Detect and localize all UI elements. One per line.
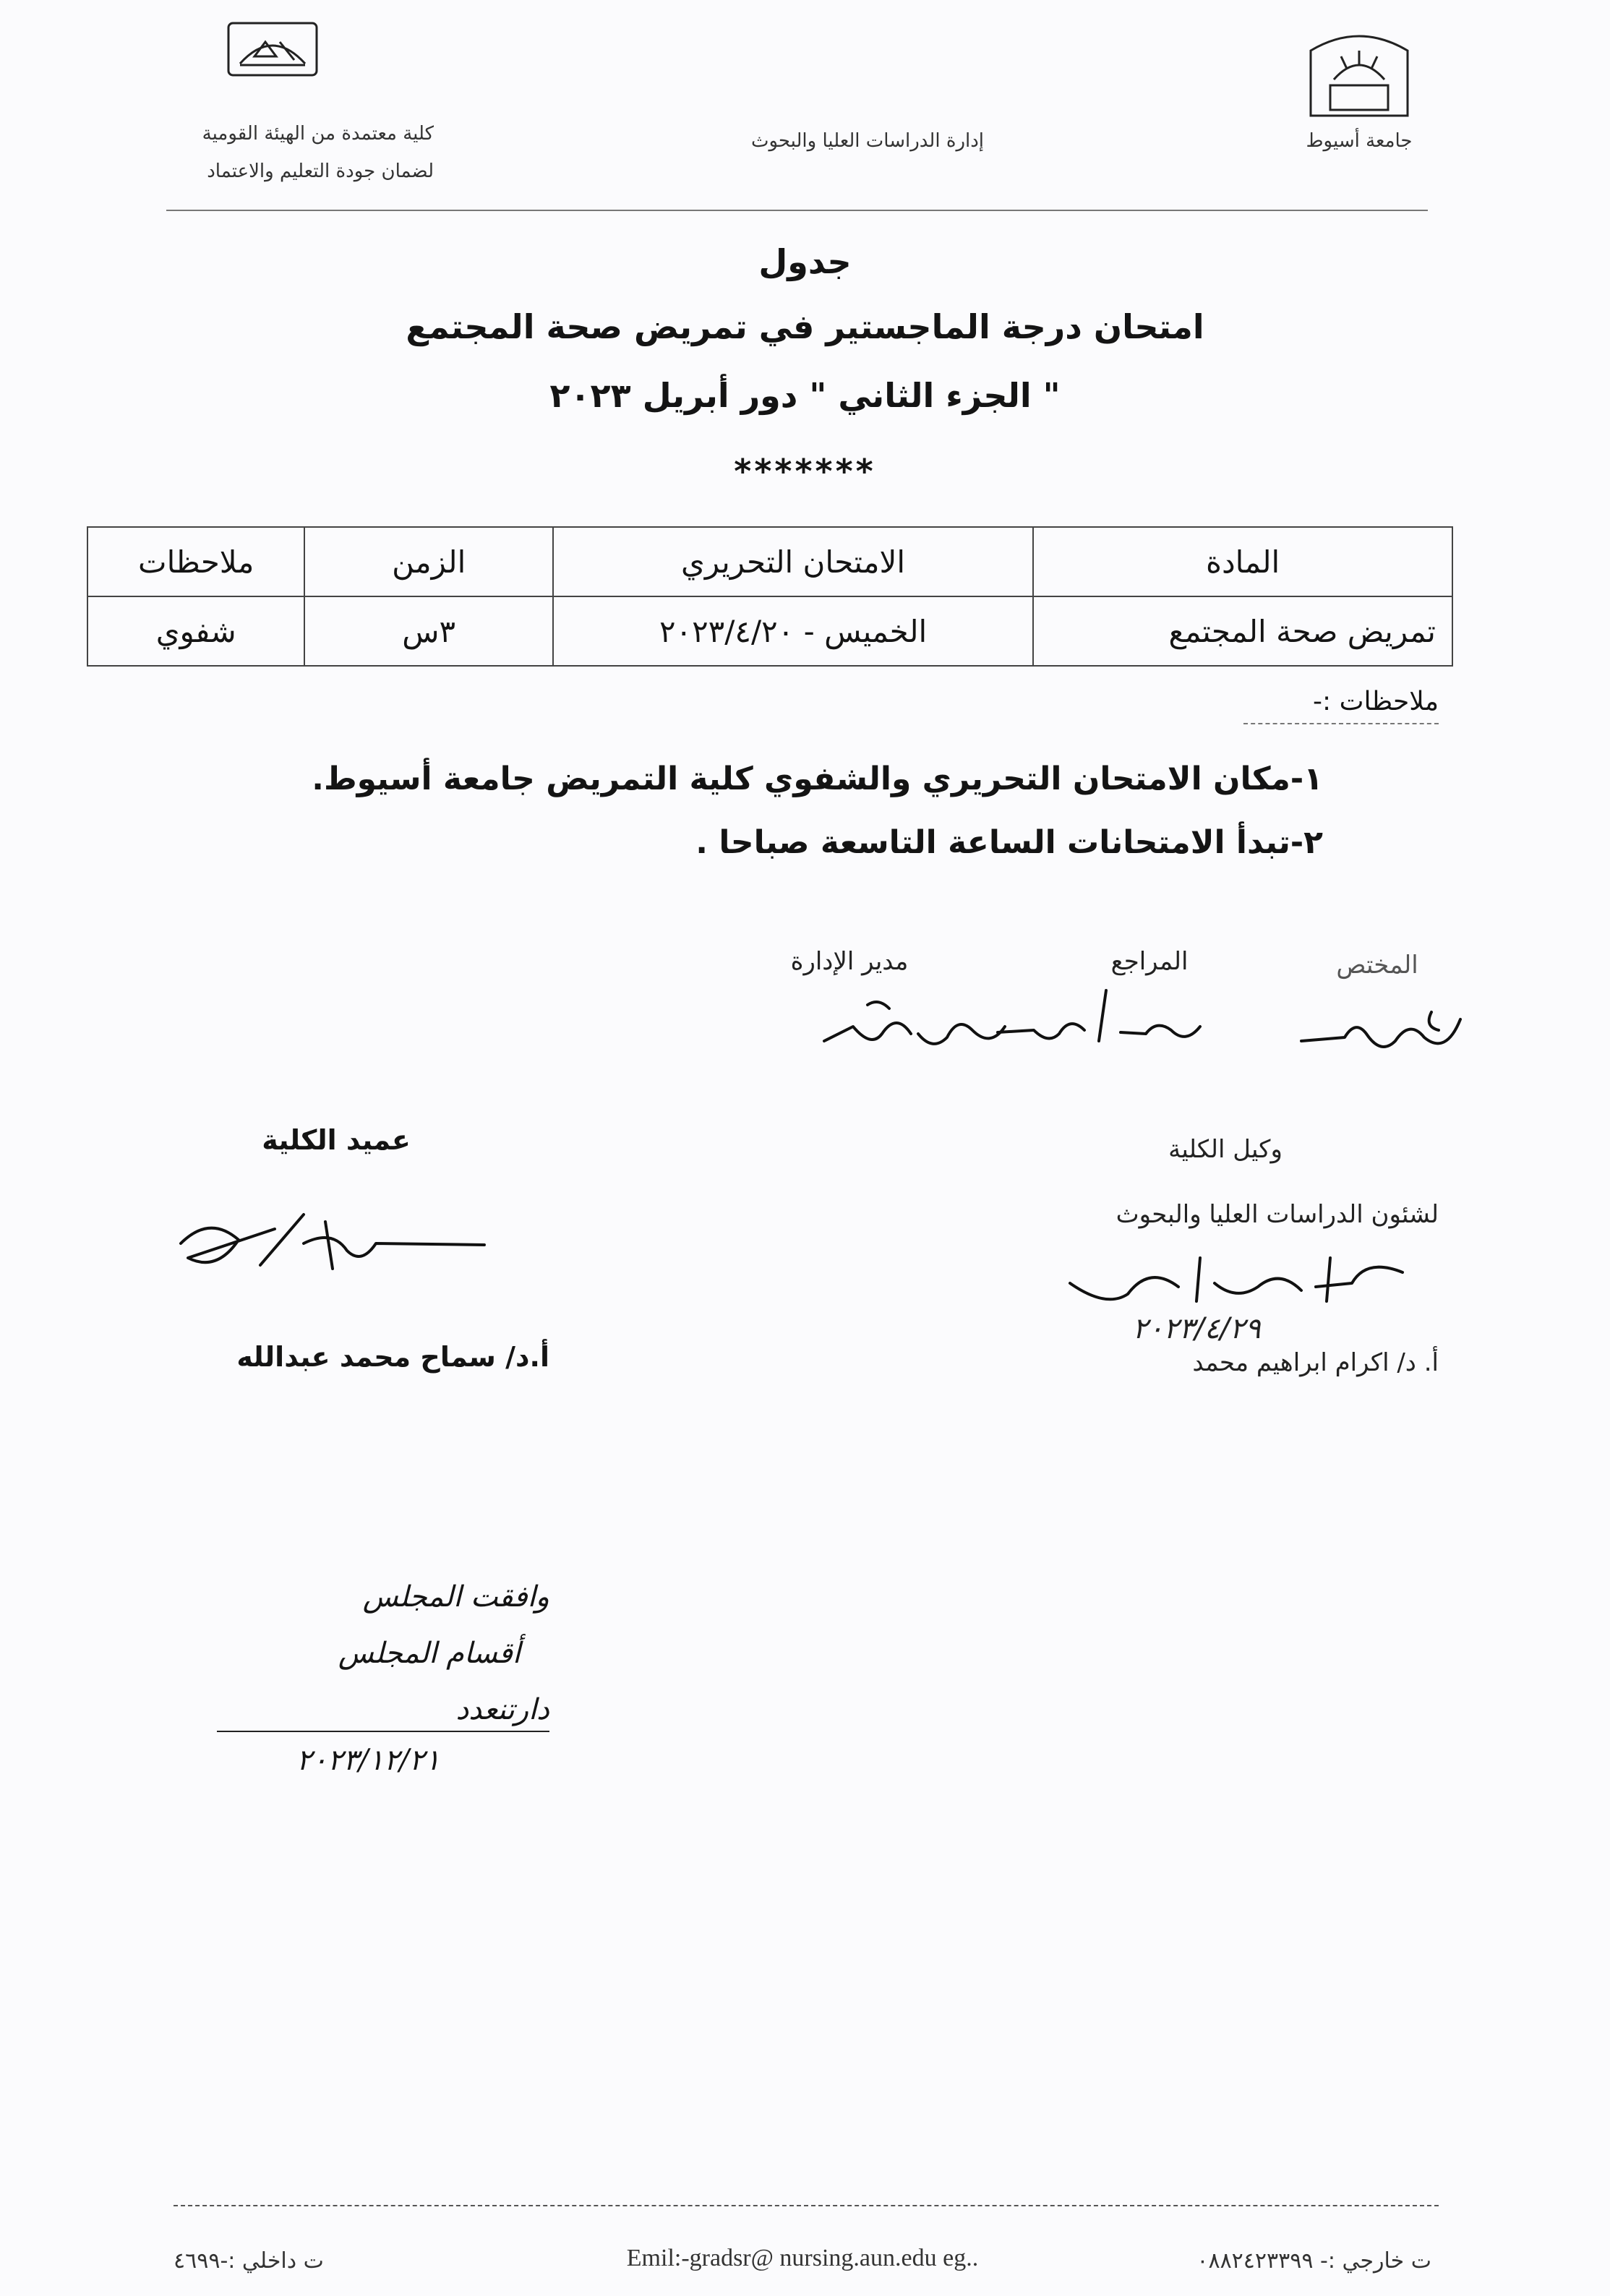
university-name: جامعة أسيوط [1306,130,1413,152]
footer-email[interactable]: Emil:-gradsr@ nursing.aun.edu eg.. [626,2245,979,2271]
cell-note: شفوي [87,596,304,666]
accreditation-line2: لضمان جودة التعليم والاعتماد [207,160,434,182]
doc-title: جدول [758,242,852,281]
notes-heading: ملاحظات :- [1313,687,1439,716]
dean-title: عميد الكلية [262,1124,411,1156]
admin-director-label: مدير الإدارة [790,947,909,976]
reviewer-label: المراجع [1110,947,1189,976]
notes-heading-underline [1243,723,1439,724]
stars-separator: ******* [734,452,876,491]
admin-director-signature [810,983,1012,1063]
department-name: إدارة الدراسات العليا والبحوث [750,130,985,152]
col-header-written-exam: الامتحان التحريري [553,527,1033,596]
table-header-row [87,527,1452,596]
col-header-subject: المادة [1033,527,1452,596]
dean-signature [159,1200,492,1294]
external-phone: ت خارجي :- ٠٨٨٢٤٢٣٣٩٩ [1196,2248,1431,2274]
vice-dean-sig-date: ٢٠٢٣/٤/٢٩ [1132,1312,1261,1345]
handwritten-line-4: ٢٠٢٣/١٢/٢١ [217,1731,549,1789]
specialist-signature [1287,998,1475,1063]
footer-divider [174,2205,1439,2206]
cell-duration: ٣س [304,596,553,666]
cell-subject: تمريض صحة المجتمع [1033,596,1452,666]
exam-title: امتحان درجة الماجستير في تمريض صحة المجتمع [406,307,1204,346]
handwritten-approval-note [217,1569,549,1789]
cell-exam-date: الخميس - ٢٠٢٣/٤/٢٠ [553,596,1033,666]
note-item-2: ٢-تبدأ الامتحانات الساعة التاسعة صباحا . [695,824,1323,861]
dean-name: أ.د/ سماح محمد عبدالله [236,1341,549,1373]
specialist-label: المختص [1336,951,1418,980]
note-item-1: ١-مكان الامتحان التحريري والشفوي كلية التمريض جامعة أسيوط. [312,761,1323,797]
exam-part: " الجزء الثاني " دور أبريل ٢٠٢٣ [549,376,1061,415]
university-logo [1305,29,1413,119]
reviewer-signature [990,976,1207,1055]
col-header-notes: ملاحظات [87,527,304,596]
vice-dean-title: وكيل الكلية [1168,1135,1283,1164]
col-header-time: الزمن [304,527,553,596]
handwritten-line-3: دارتنعدد [455,1693,549,1726]
table-row [87,596,1452,666]
header-divider [166,210,1428,211]
faculty-logo [226,20,320,78]
accreditation-line1: كلية معتمدة من الهيئة القومية [202,123,434,145]
handwritten-line-1: وافقت المجلس [362,1580,549,1614]
internal-phone: ت داخلي :-٤٦٩٩ [174,2248,324,2274]
vice-dean-name: أ. د/ اكرام ابراهيم محمد [1192,1348,1439,1377]
vice-dean-department: لشئون الدراسات العليا والبحوث [1116,1200,1439,1229]
exam-schedule-table [87,526,1453,667]
handwritten-line-2: أقسام المجلس [338,1637,521,1670]
